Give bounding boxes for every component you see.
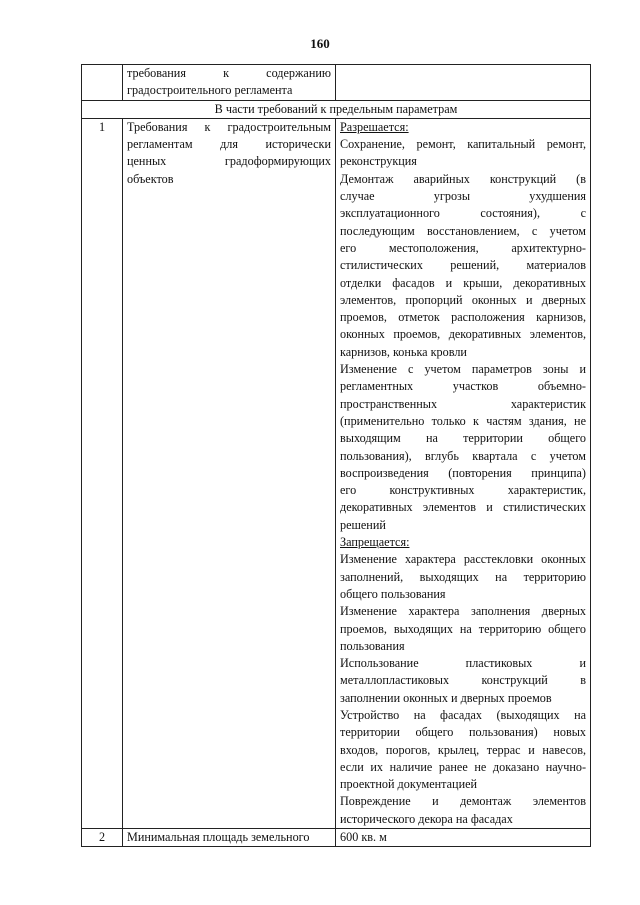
list-item — [340, 655, 586, 707]
text-line: (применительно только к частям здания, не — [340, 413, 586, 428]
table-row — [82, 829, 591, 847]
row-number: 2 — [82, 829, 123, 847]
text-line: элементов, пропорций оконных и дверных — [340, 292, 586, 307]
text-line: регламентных участков объемно- — [340, 379, 586, 394]
content-cell: 600 кв. м — [336, 829, 591, 847]
allowed-heading: Разрешается: — [340, 119, 409, 134]
text-line: пользования), вглубь квартала с учетом — [340, 448, 586, 463]
text-line: заполнений, выходящих на территорию — [340, 569, 586, 584]
text-line: ценных градоформирующих — [127, 154, 331, 169]
table-row — [82, 65, 591, 101]
text-line: объектов — [127, 171, 174, 186]
page-number: 160 — [310, 36, 330, 51]
text-line: выходящим на территории общего — [340, 431, 586, 446]
requirement-line: градостроительного регламента — [127, 83, 293, 98]
section-header: В части требований к предельным параметрам — [82, 100, 591, 118]
text-line: Изменение характера расстекловки оконных — [340, 552, 586, 567]
text-line: пользования — [340, 638, 405, 653]
text-line: его конструктивных характеристик, — [340, 483, 586, 498]
list-item — [340, 603, 586, 655]
content-cell — [336, 118, 591, 828]
text-line: металлопластиковых конструкций в — [340, 673, 586, 688]
row-number — [82, 65, 123, 101]
text-line: если их наличие ранее не доказано научно- — [340, 759, 586, 774]
text-line: заполнении оконных и дверных проемов — [340, 690, 552, 705]
text-line: Требования к градостроительным — [127, 119, 331, 134]
text-line: отделки фасадов и крыши, декоративных — [340, 275, 586, 290]
text-line: Повреждение и демонтаж элементов — [340, 794, 586, 809]
row-number: 1 — [82, 118, 123, 828]
text-line: Демонтаж аварийных конструкций (в — [340, 171, 586, 186]
text-line: пространственных характеристик — [340, 396, 586, 411]
text-line: исторического декора на фасадах — [340, 811, 513, 826]
text-line: проемов, отметок расположения карнизов, — [340, 310, 586, 325]
text-line: случае угрозы ухудшения — [340, 189, 586, 204]
list-item — [340, 551, 586, 603]
text-line: реконструкция — [340, 154, 417, 169]
list-item — [340, 136, 586, 171]
list-item — [340, 707, 586, 793]
requirement-line: требования к содержанию — [127, 66, 331, 80]
text-line: Сохранение, ремонт, капитальный ремонт, — [340, 137, 586, 152]
list-item — [340, 171, 586, 361]
text-line: проемов, выходящих на территорию общего — [340, 621, 586, 636]
content-cell — [336, 65, 591, 101]
text-line: карнизов, конька кровли — [340, 344, 467, 359]
text-line: последующим восстановлением, с учетом — [340, 223, 586, 238]
section-row — [82, 100, 591, 118]
text-line: его местоположения, архитектурно- — [340, 240, 586, 255]
regulation-table — [81, 64, 591, 847]
text-line: решений — [340, 517, 386, 532]
requirement-cell — [123, 118, 336, 828]
requirement-cell: Минимальная площадь земельного — [123, 829, 336, 847]
text-line: Устройство на фасадах (выходящих на — [340, 707, 586, 722]
text-line: Изменение характера заполнения дверных — [340, 604, 586, 619]
list-item — [340, 361, 586, 534]
text-line: Использование пластиковых и — [340, 656, 586, 671]
text-line: общего пользования — [340, 586, 446, 601]
text-line: Изменение с учетом параметров зоны и — [340, 362, 586, 377]
text-line: проектной документацией — [340, 777, 478, 792]
text-line: оконных проемов, декоративных элементов, — [340, 327, 586, 342]
allowed-list — [340, 136, 586, 534]
text-line: воспроизведения (повторения принципа) — [340, 465, 586, 480]
text-line: эксплуатационного состояния), с — [340, 206, 586, 221]
requirement-cell — [123, 65, 336, 101]
text-line: территории общего пользования) новых — [340, 725, 586, 740]
text-line: декоративных элементов и стилистических — [340, 500, 586, 515]
list-item — [340, 793, 586, 828]
forbidden-heading: Запрещается: — [340, 535, 410, 550]
text-line: стилистических решений, материалов — [340, 258, 586, 273]
text-line: входов, порогов, крылец, террас и навесов, — [340, 742, 586, 757]
text-line: регламентам для исторически — [127, 137, 331, 152]
forbidden-list — [340, 551, 586, 828]
table-row — [82, 118, 591, 828]
